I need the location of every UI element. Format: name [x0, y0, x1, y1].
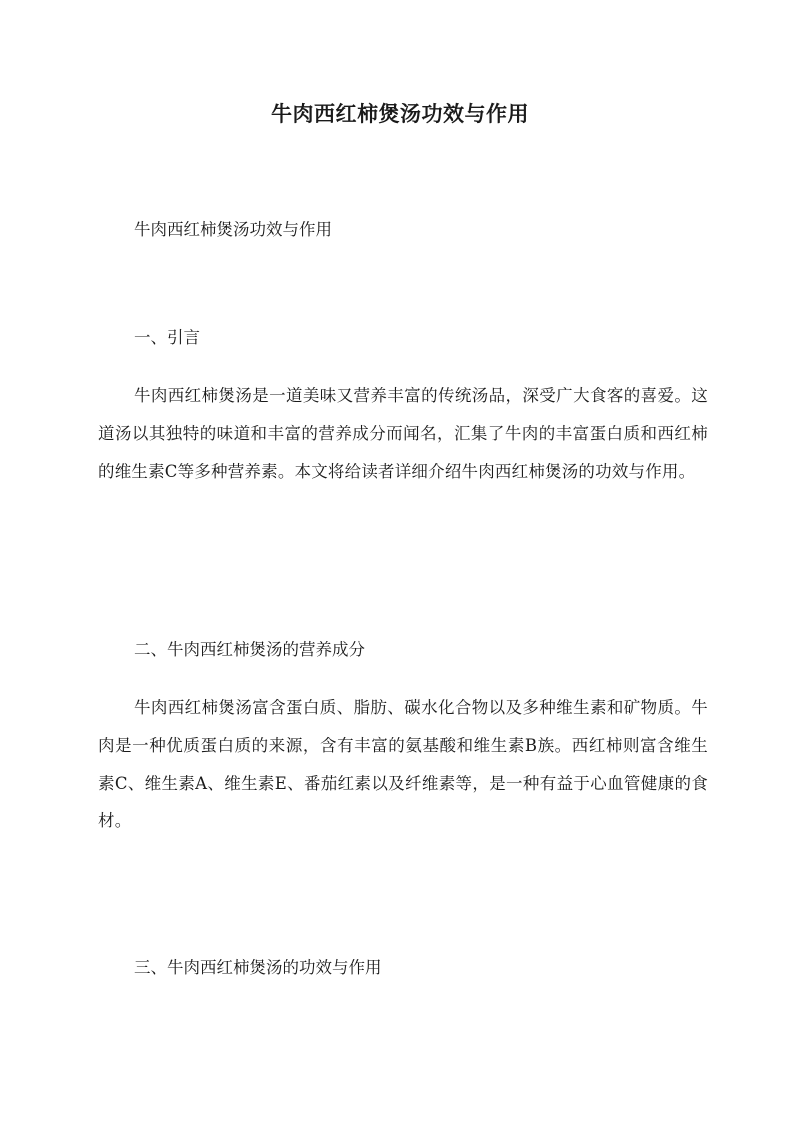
section-heading-nutrition: 二、牛肉西红柿煲汤的营养成分 — [134, 640, 365, 659]
section-paragraph-introduction: 牛肉西红柿煲汤是一道美味又营养丰富的传统汤品，深受广大食客的喜爱。这道汤以其独特的味道和丰富的营养成分而闻名，汇集了牛肉的丰富蛋白质和西红柿的维生素C等多种营养素。本文将给读者详细介绍牛肉西红柿煲汤的功效与作用。 — [98, 386, 708, 481]
section-paragraph-nutrition: 牛肉西红柿煲汤富含蛋白质、脂肪、碳水化合物以及多种维生素和矿物质。牛肉是一种优质蛋白质的来源，含有丰富的氨基酸和维生素B族。西红柿则富含维生素C、维生素A、维生素E、番茄红素以及纤维素等，是一种有益于心血管健康的食材。 — [98, 698, 708, 831]
section-heading-introduction: 一、引言 — [134, 328, 200, 347]
document-subtitle: 牛肉西红柿煲汤功效与作用 — [134, 220, 332, 239]
document-title: 牛肉西红柿煲汤功效与作用 — [271, 101, 529, 126]
section-heading-benefits: 三、牛肉西红柿煲汤的功效与作用 — [134, 958, 382, 977]
